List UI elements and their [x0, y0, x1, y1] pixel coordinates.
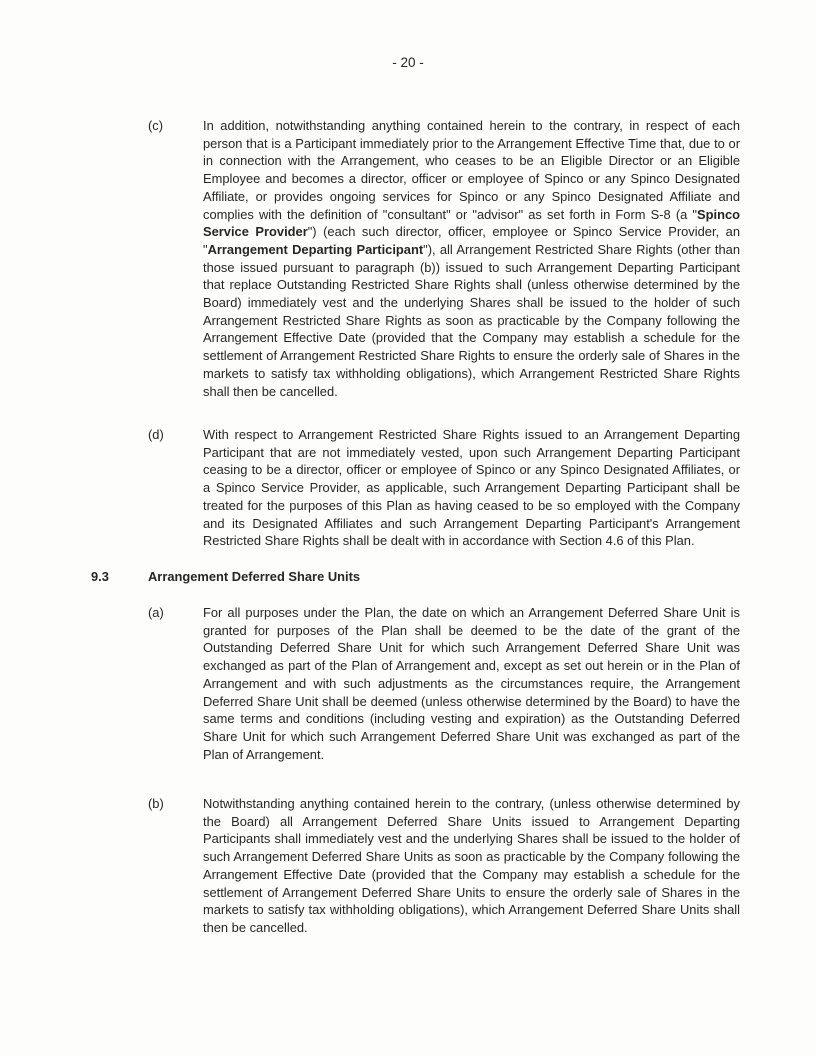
paragraph-body: For all purposes under the Plan, the date on which an Arrangement Deferred Share Unit is granted for purposes of the Plan shall be deemed to be the date of the grant of the Outstanding Deferred Share Unit for which such Arrangement Deferred Share Unit was exchanged as part of the Plan of Arrangement and, except as set out herein or in the Plan of Arrangement and with such adjustments as the circumstances require, the Arrangement Deferred Share Unit shall be deemed (unless otherwise determined by the Board) to have the same terms and conditions (including vesting and expiration) as the Outstanding Deferred Share Unit for which such Arrangement Deferred Share Unit was exchanged as part of the Plan of Arrangement.: [203, 605, 740, 762]
defined-term-spinco-service-provider: Spinco Service Provider: [203, 206, 740, 240]
page-number: - 20 -: [392, 55, 424, 70]
section-number: 9.3: [91, 569, 109, 584]
paragraph-label: (a): [148, 605, 164, 620]
text-run: "), all Arrangement Restricted Share Rights (other than those issued pursuant to paragraph (b)) issued to such Arrangement Departing Participant that replace Outstanding Restricted Share Rights shall (unless otherwise determined by the Board) immediately vest and the underlying Shares shall be issued to the holder of such Arrangement Restricted Share Rights as soon as practicable by the Company following the Arrangement Effective Date (provided that the Company may establish a schedule for the settlement of Arrangement Restricted Share Rights to ensure the orderly sale of Shares in the markets to satisfy tax withholding obligations), which Arrangement Restricted Share Rights shall then be cancelled.: [203, 241, 741, 399]
text-run: ") (each such director, officer, employee or Spinco Service Provider, an ": [203, 224, 740, 257]
section-title: Arrangement Deferred Share Units: [148, 569, 361, 584]
paragraph-body: With respect to Arrangement Restricted Share Rights issued to an Arrangement Departing Participant that are not immediately vested, upon such Arrangement Departing Participant ceasing to be a director, officer or employee of Spinco or any Spinco Designated Affiliates, or a Spinco Service Provider, as applicable, such Arrangement Departing Participant shall be treated for the purposes of this Plan as having ceased to be so employed with the Company and its Designated Affiliates and such Arrangement Departing Participant's Arrangement Restricted Share Rights shall be dealt with in accordance with Section 4.6 of this Plan.: [203, 427, 740, 549]
paragraph-text: [203, 795, 740, 937]
text-run: In addition, notwithstanding anything contained herein to the contrary, in respect of each person that is a Participant immediately prior to the Arrangement Effective Time that, due to or in connection with the Arrangement, who ceases to be an Eligible Director or an Eligible Employee and becomes a director, officer or employee of Spinco or any Spinco Designated Affiliate, or provides ongoing services for Spinco or any Spinco Designated Affiliate and complies with the definition of "consultant" or "advisor" as set forth in Form S-8 (a ": [203, 118, 740, 222]
paragraph-label: (c): [148, 118, 164, 133]
paragraph-label: (b): [148, 796, 164, 811]
paragraph-text: [203, 117, 740, 400]
paragraph-text: [203, 426, 740, 550]
defined-term-arrangement-departing-participant: Arrangement Departing Participant: [207, 241, 424, 257]
paragraph-label: (d): [148, 427, 164, 442]
paragraph-body: Notwithstanding anything contained herein to the contrary, (unless otherwise determined by the Board) all Arrangement Deferred Share Units issued to Arrangement Departing Participants shall immediately vest and the underlying Shares shall be issued to the holder of such Arrangement Deferred Share Units as soon as practicable by the Company following the Arrangement Effective Date (provided that the Company may establish a schedule for the settlement of Arrangement Deferred Share Units to ensure the orderly sale of Shares in the markets to satisfy tax withholding obligations), which Arrangement Deferred Share Units shall then be cancelled.: [203, 796, 740, 935]
paragraph-text: [203, 604, 740, 763]
